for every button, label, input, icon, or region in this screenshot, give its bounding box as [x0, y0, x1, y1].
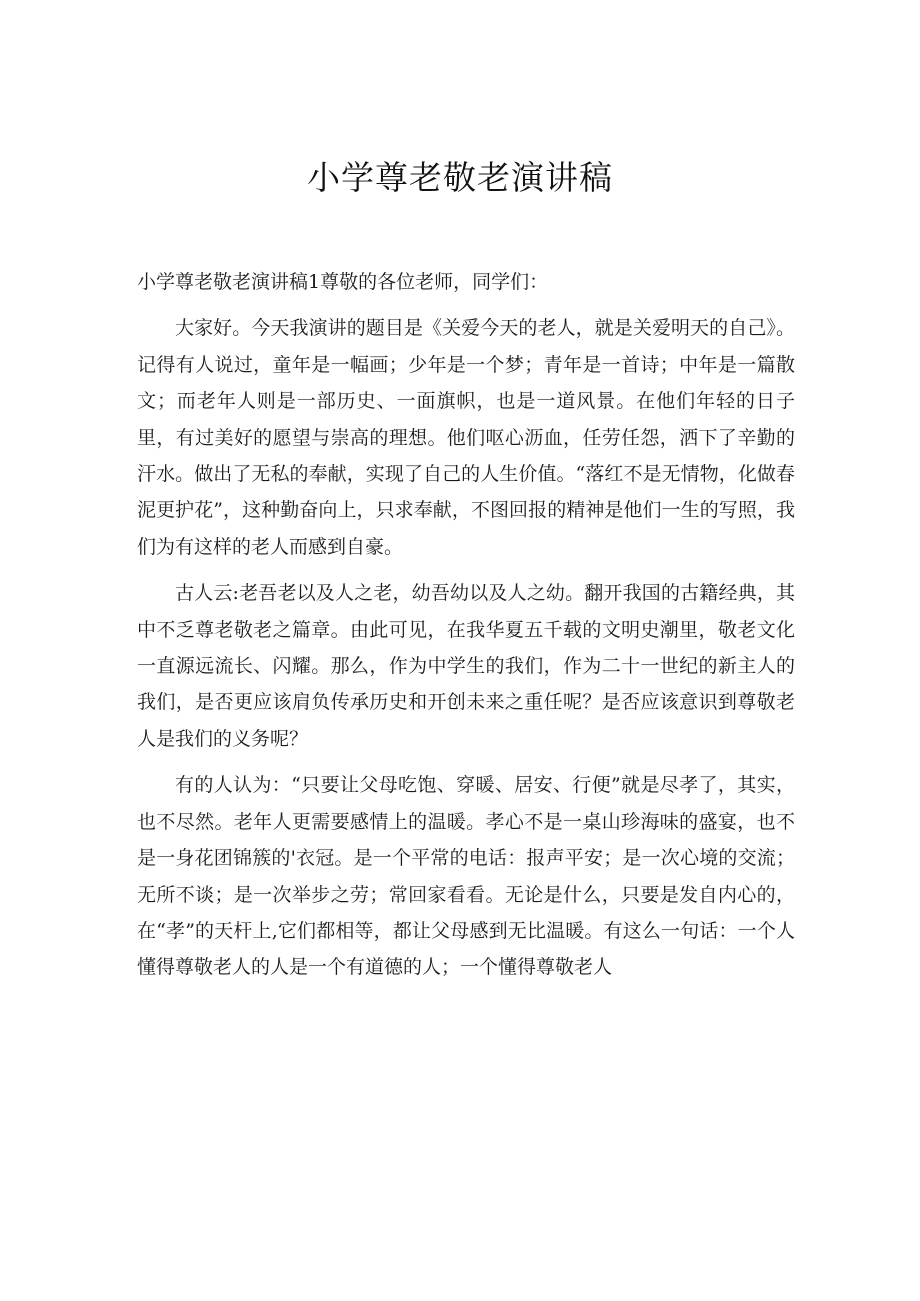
- greeting-paragraph: 小学尊老敬老演讲稿1尊敬的各位老师，同学们：: [137, 271, 549, 293]
- page-title: 小学尊老敬老演讲稿: [307, 158, 613, 197]
- body-paragraph: 大家好。今天我演讲的题目是《关爱今天的老人，就是关爱明天的自己》。记得有人说过，童年是一幅画；少年是一个梦；青年是一首诗；中年是一篇散文；而老年人则是一部历史、一面旗帜，也是一道风景。在他们年轻的日子里，有过美好的愿望与崇高的理想。他们呕心沥血，任劳任怨，洒下了辛勤的汗水。做出了无私的奉献，实现了自己的人生价值。“落红不是无情物，化做春泥更护花”，这种勤奋向上，只求奉献，不图回报的精神是他们一生的写照，我们为有这样的老人而感到自豪。: [137, 317, 795, 558]
- body-paragraph: 有的人认为：“只要让父母吃饱、穿暖、居安、行便”就是尽孝了，其实，也不尽然。老年人更需要感情上的温暖。孝心不是一桌山珍海味的盛宴，也不是一身花团锦簇的'衣冠。是一个平常的电话：报声平安；是一次心境的交流；无所不谈；是一次举步之劳；常回家看看。无论是什么，只要是发自内心的，在“孝”的天杆上,它们都相等，都让父母感到无比温暖。有这么一句话：一个人懂得尊敬老人的人是一个有道德的人；一个懂得尊敬老人: [137, 774, 795, 979]
- document-body: [137, 264, 795, 996]
- body-paragraph: 古人云:老吾老以及人之老，幼吾幼以及人之幼。翻开我国的古籍经典，其中不乏尊老敬老之篇章。由此可见，在我华夏五千载的文明史潮里，敬老文化一直源远流长、闪耀。那么，作为中学生的我们，作为二十一世纪的新主人的我们，是否更应该肩负传承历史和开创未来之重任呢？是否应该意识到尊敬老人是我们的义务呢？: [137, 582, 795, 750]
